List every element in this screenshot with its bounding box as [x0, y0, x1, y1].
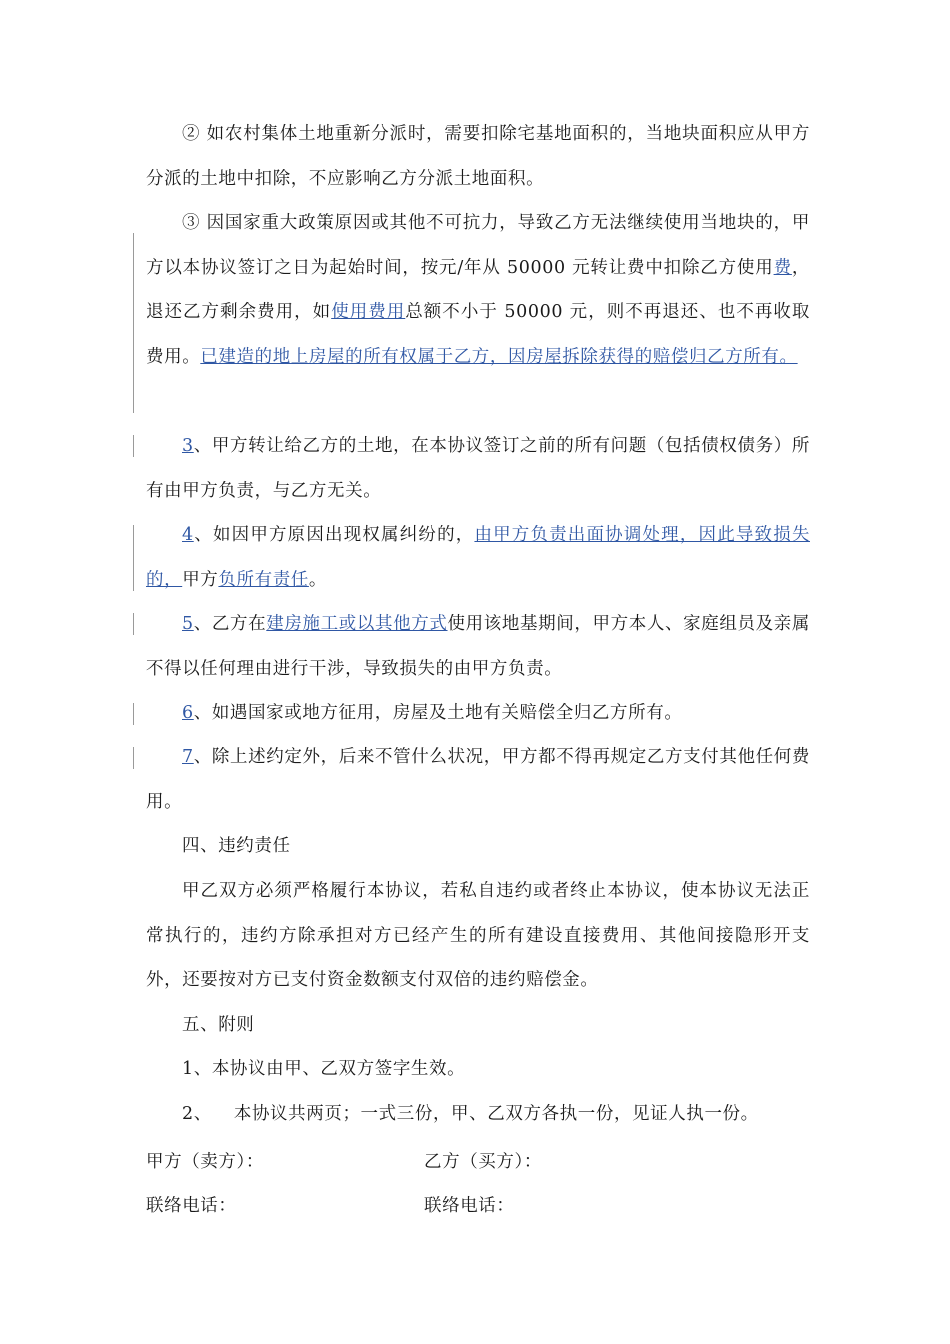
item-number[interactable]: 7: [182, 747, 194, 767]
paragraph-clause-2: [146, 112, 810, 201]
paragraph-item-6: [146, 691, 810, 736]
clause-text: ，退还乙方剩余费用，如: [146, 257, 810, 322]
paragraph-clause-3: [146, 201, 810, 379]
revision-bar: [133, 703, 134, 725]
body-text: 甲乙双方必须严格履行本协议，若私自违约或者终止本协议，使本协议无法正常执行的，违约方除承担对方已经产生的所有建设直接费用、其他间接隐形开支外，还要按对方已支付资金数额支付双倍的违约赔偿金。: [146, 881, 810, 990]
revision-bar: [133, 435, 134, 457]
party-a-label: 甲方（卖方）：: [146, 1152, 264, 1172]
paragraph-item-4: [146, 513, 810, 602]
heading-text: 五、附则: [182, 1015, 255, 1035]
revision-bar: [133, 233, 134, 413]
section-heading-appendix: [146, 1003, 810, 1048]
revision-bar: [133, 525, 134, 591]
revision-mark[interactable]: 费: [773, 257, 792, 278]
revision-mark[interactable]: 已建造的地上房屋的所有权属于乙方，因房屋拆除获得的赔偿归乙方所有。: [200, 346, 798, 367]
party-b-phone-label: 联络电话：: [424, 1196, 515, 1216]
item-number[interactable]: 3: [182, 436, 194, 456]
revision-mark[interactable]: 使用费用: [331, 302, 406, 322]
item-text: 、除上述约定外，后来不管什么状况，甲方都不得再规定乙方支付其他任何费用。: [146, 747, 810, 812]
item-text: 1、本协议由甲、乙双方签字生效。: [182, 1059, 466, 1079]
item-text: 甲方: [182, 569, 219, 590]
paragraph-item-5: [146, 602, 810, 691]
clause-text: 总额不小于 50000 元，则不再退还、也不再收取费用。: [146, 302, 811, 367]
section-heading-breach: [146, 824, 810, 869]
appendix-item-1: [146, 1047, 810, 1092]
party-a-phone-label: 联络电话：: [146, 1196, 237, 1216]
item-text: 。: [308, 569, 328, 590]
item-text: 、乙方在: [193, 614, 267, 634]
paragraph-breach: [146, 869, 810, 1003]
revision-mark[interactable]: 负所有责任: [218, 569, 309, 590]
item-text: 本协议共两页；一式三份，甲、乙双方各执一份，见证人执一份。: [233, 1104, 759, 1124]
item-number[interactable]: 4: [182, 525, 194, 545]
revision-bar: [133, 747, 134, 769]
item-text: 使用该地基期间，甲方本人、家庭组员及亲属不得以任何理由进行干涉，导致损失的由甲方负责。: [146, 614, 811, 679]
party-b-label: 乙方（买方）：: [424, 1152, 542, 1172]
item-text: 、甲方转让给乙方的土地，在本协议签订之前的所有问题（包括债权债务）所有由甲方负责，与乙方无关。: [146, 436, 810, 501]
heading-text: 四、违约责任: [182, 836, 291, 856]
paragraph-item-3: [146, 424, 810, 513]
item-text: 、如因甲方原因出现权属纠纷的，: [193, 525, 475, 545]
item-number: 2、: [182, 1104, 212, 1124]
clause-text: ③ 因国家重大政策原因或其他不可抗力，导致乙方无法继续使用当地块的，甲方以本协议签订之日为起始时间，按元/年从 50000 元转让费中扣除乙方使用: [146, 213, 810, 278]
appendix-item-2: [146, 1092, 810, 1137]
clause-text: ② 如农村集体土地重新分派时，需要扣除宅基地面积的，当地块面积应从甲方分派的土地中扣除，不应影响乙方分派土地面积。: [146, 124, 810, 189]
revision-mark[interactable]: 由甲方负责出面协调处理，因此导致损失的，: [146, 525, 810, 590]
item-number[interactable]: 6: [182, 703, 194, 723]
item-text: 、如遇国家或地方征用，房屋及土地有关赔偿全归乙方所有。: [193, 703, 683, 723]
revision-mark[interactable]: 建房施工或以其他方式: [266, 614, 448, 634]
revision-bar: [133, 613, 134, 635]
item-number[interactable]: 5: [182, 614, 194, 634]
paragraph-item-7: [146, 735, 810, 824]
